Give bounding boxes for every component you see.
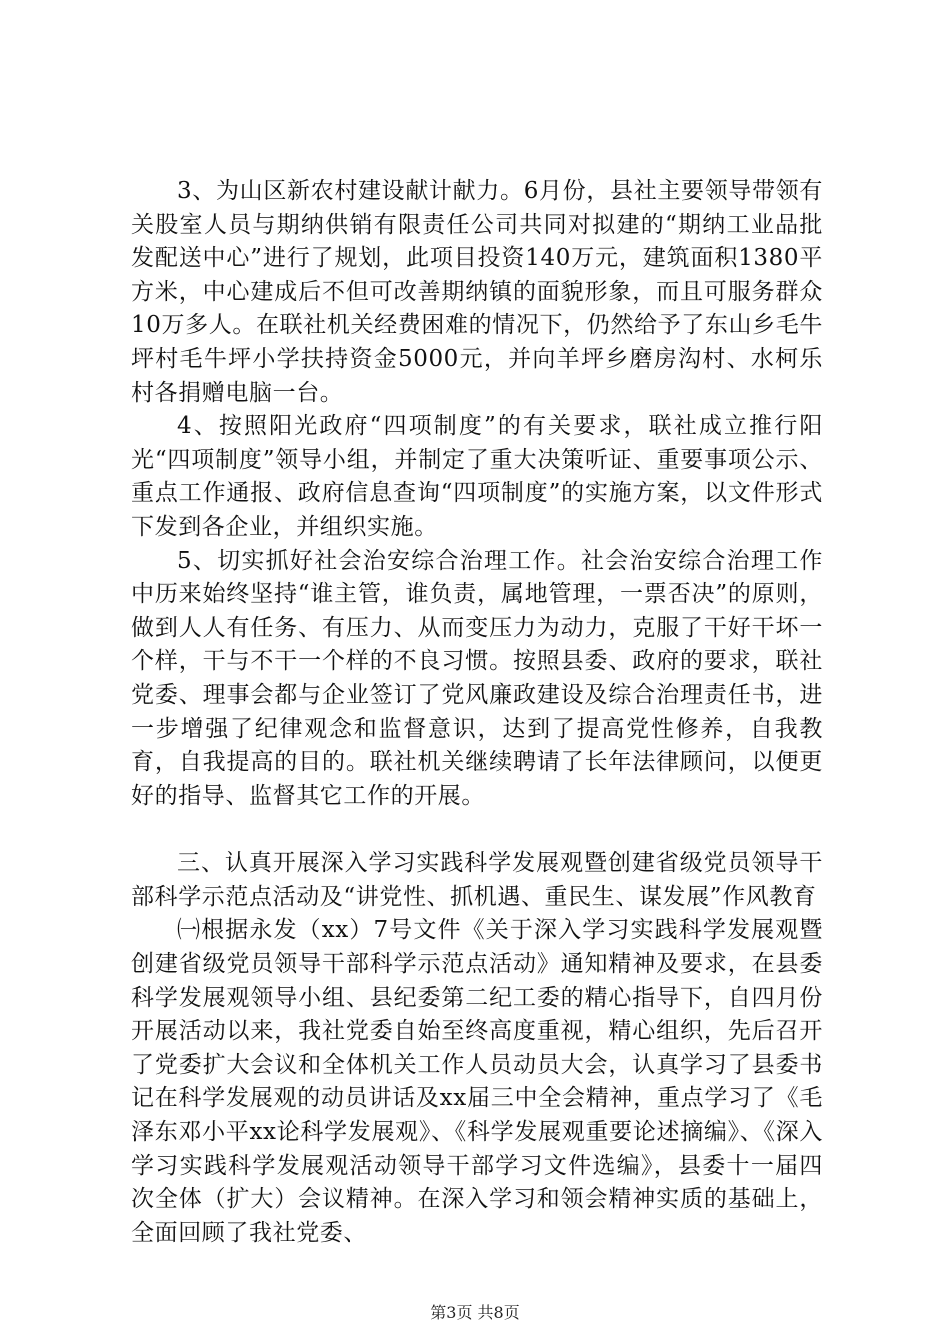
section-paragraph-1: ㈠根据永发（xx）7号文件《关于深入学习实践科学发展观暨创建省级党员领导干部科学示范点活动》通知精神及要求，在县委科学发展观领导小组、县纪委第二纪工委的精心指导下，自四月份开展活动以来，我社党委自始至终高度重视，精心组织，先后召开了党委扩大会议和全体机关工作人员动员大会，认真学习了县委书记在科学发展观的动员讲话及xx届三中全会精神，重点学习了《毛泽东邓小平xx论科学发展观》、《科学发展观重要论述摘编》、《深入学习实践科学发展观活动领导干部学习文件选编》，县委十一届四次全体（扩大）会议精神。在深入学习和领会精神实质的基础上，全面回顾了我社党委、: [131, 917, 823, 1246]
page-footer: 第3页 共8页: [430, 1303, 520, 1322]
document-body: [131, 175, 823, 1250]
paragraph-item-3: 3、为山区新农村建设献计献力。6月份，县社主要领导带领有关股室人员与期纳供销有限责任公司共同对拟建的“期纳工业品批发配送中心”进行了规划，此项目投资140万元，建筑面积1380平方米，中心建成后不但可改善期纳镇的面貌形象，而且可服务群众10万多人。在联社机关经费困难的情况下，仍然给予了东山乡毛牛坪村毛牛坪小学扶持资金5000元，并向羊坪乡磨房沟村、水柯乐村各捐赠电脑一台。: [131, 178, 823, 406]
section-spacer: [131, 813, 823, 847]
paragraph-item-4: 4、按照阳光政府“四项制度”的有关要求，联社成立推行阳光“四项制度”领导小组，并制定了重大决策听证、重要事项公示、重点工作通报、政府信息查询“四项制度”的实施方案，以文件形式下发到各企业，并组织实施。: [131, 413, 823, 540]
section-heading: 三、认真开展深入学习实践科学发展观暨创建省级党员领导干部科学示范点活动及“讲党性、抓机遇、重民生、谋发展”作风教育: [131, 850, 823, 910]
paragraph-item-5: 5、切实抓好社会治安综合治理工作。社会治安综合治理工作中历来始终坚持“谁主管，谁负责，属地管理，一票否决”的原则，做到人人有任务、有压力、从而变压力为动力，克服了干好干坏一个样，干与不干一个样的不良习惯。按照县委、政府的要求，联社党委、理事会都与企业签订了党风廉政建设及综合治理责任书，进一步增强了纪律观念和监督意识，达到了提高党性修养，自我教育，自我提高的目的。联社机关继续聘请了长年法律顾问，以便更好的指导、监督其它工作的开展。: [131, 547, 823, 809]
